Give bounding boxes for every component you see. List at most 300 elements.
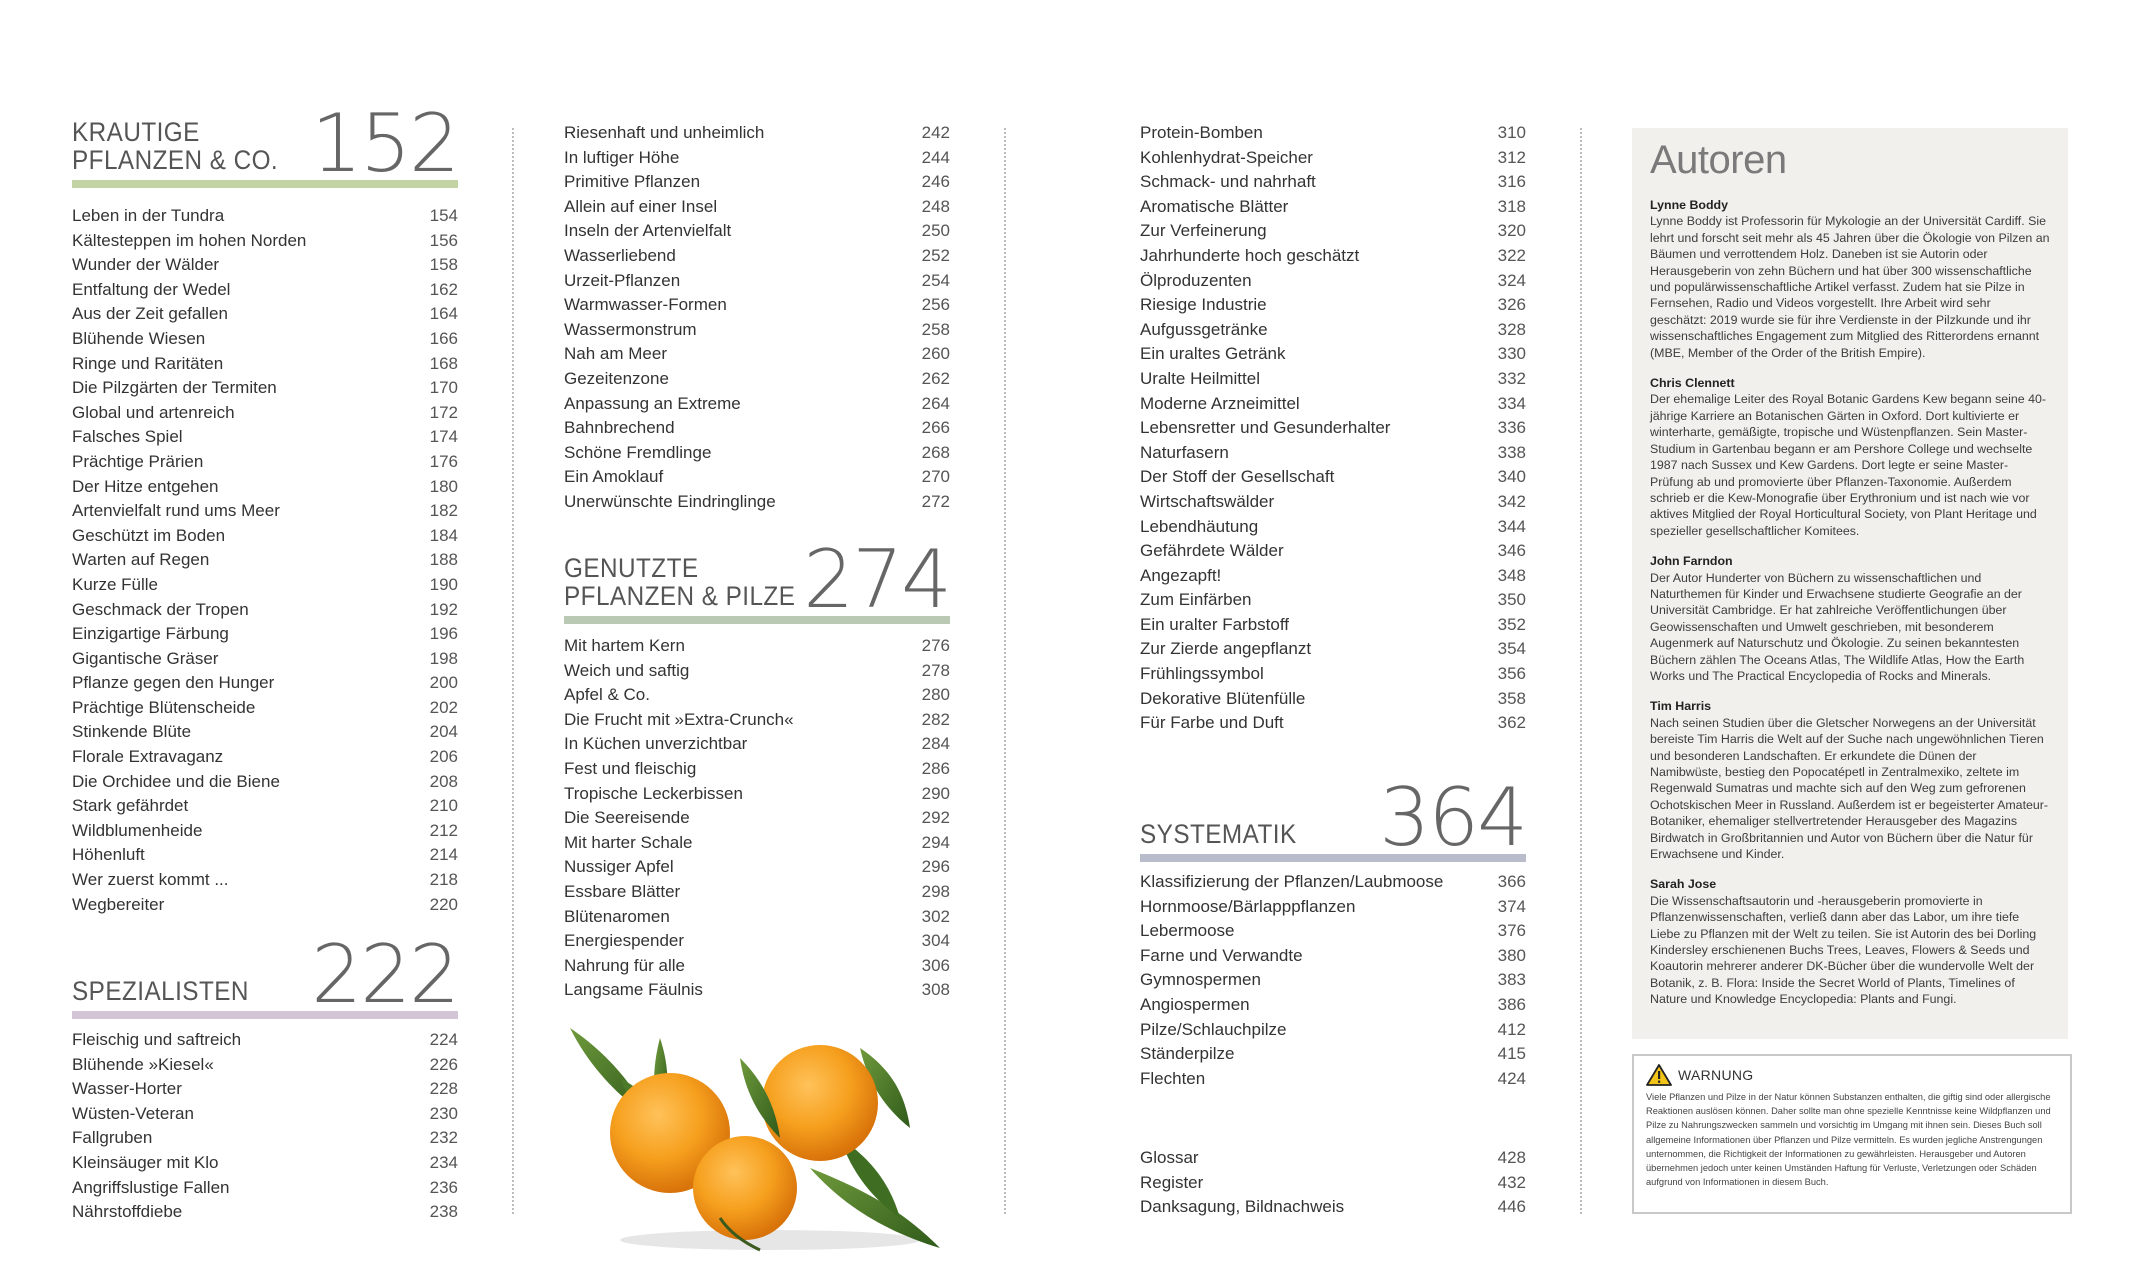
toc-entry-page: 278 xyxy=(921,660,950,680)
toc-entry xyxy=(72,868,458,893)
toc-entry-page: 346 xyxy=(1497,541,1526,561)
author-name: Chris Clennett xyxy=(1650,376,1735,391)
toc-entry-page: 214 xyxy=(429,845,458,865)
toc-entry-title: Wegbereiter xyxy=(72,894,165,914)
author-name: Sarah Jose xyxy=(1650,877,1717,892)
toc-entry xyxy=(1140,392,1526,417)
toc-entry xyxy=(1140,121,1526,146)
toc-entry-title: Aufgussgetränke xyxy=(1140,319,1268,339)
toc-entry xyxy=(72,720,458,745)
toc-entry-page: 330 xyxy=(1497,344,1526,364)
toc-entry-title: Lebensretter und Gesunderhalter xyxy=(1140,418,1391,438)
toc-entry xyxy=(1140,637,1526,662)
toc-entry xyxy=(564,441,950,466)
toc-entry-title: Geschmack der Tropen xyxy=(72,599,249,619)
toc-entry-title: Jahrhunderte hoch geschätzt xyxy=(1140,245,1360,265)
toc-entry-page: 332 xyxy=(1497,368,1526,388)
toc-entry-title: Die Seereisende xyxy=(564,808,690,828)
toc-entry xyxy=(1140,170,1526,195)
toc-entry xyxy=(1140,146,1526,171)
toc-entry-title: Pilze/Schlauchpilze xyxy=(1140,1019,1287,1039)
toc-list-col3 xyxy=(1140,121,1526,736)
toc-entry xyxy=(72,548,458,573)
toc-entry xyxy=(72,302,458,327)
toc-entry xyxy=(564,367,950,392)
author-entry xyxy=(1650,375,2050,539)
toc-entry xyxy=(72,1102,458,1127)
toc-entry-title: Die Frucht mit »Extra-Crunch« xyxy=(564,709,794,729)
toc-entry-title: Wüsten-Veteran xyxy=(72,1103,194,1123)
toc-entry xyxy=(564,954,950,979)
toc-entry-page: 334 xyxy=(1497,393,1526,413)
toc-entry xyxy=(564,929,950,954)
toc-entry-title: Ein uralter Farbstoff xyxy=(1140,614,1289,634)
toc-entry-title: Einzigartige Färbung xyxy=(72,624,229,644)
toc-entry-page: 234 xyxy=(429,1152,458,1172)
toc-entry-page: 154 xyxy=(429,206,458,225)
warning-triangle-icon xyxy=(1646,1064,1672,1086)
authors-title: Autoren xyxy=(1650,138,1787,182)
toc-entry-page: 176 xyxy=(429,451,458,471)
toc-entry xyxy=(1140,687,1526,712)
toc-entry-page: 268 xyxy=(921,442,950,462)
toc-entry-page: 256 xyxy=(921,295,950,315)
toc-entry-page: 218 xyxy=(429,870,458,890)
toc-entry xyxy=(564,880,950,905)
toc-entry-title: Apfel & Co. xyxy=(564,685,650,705)
toc-entry-title: Unerwünschte Eindringlinge xyxy=(564,491,776,511)
toc-entry-page: 348 xyxy=(1497,565,1526,585)
section-header-krautige xyxy=(72,97,458,190)
toc-entry-page: 308 xyxy=(921,980,950,1000)
toc-entry-page: 428 xyxy=(1497,1148,1526,1167)
toc-entry xyxy=(1140,919,1526,944)
toc-entry-page: 340 xyxy=(1497,467,1526,487)
toc-entry-title: Wasserliebend xyxy=(564,245,676,265)
toc-entry-title: Gigantische Gräser xyxy=(72,648,219,668)
toc-entry-title: Frühlingssymbol xyxy=(1140,664,1264,684)
toc-list-genutzte xyxy=(564,634,950,1003)
toc-entry-title: Register xyxy=(1140,1172,1204,1192)
toc-entry-title: Blühende »Kiesel« xyxy=(72,1054,214,1074)
toc-entry-title: Lebendhäutung xyxy=(1140,516,1259,536)
toc-entry xyxy=(72,229,458,254)
toc-entry-title: Wunder der Wälder xyxy=(72,255,220,275)
toc-entry-title: Angiospermen xyxy=(1140,994,1250,1014)
toc-entry-page: 280 xyxy=(921,685,950,705)
toc-entry xyxy=(1140,1195,1526,1220)
section-title: SYSTEMATIK xyxy=(1140,819,1297,849)
toc-entry xyxy=(1140,195,1526,220)
toc-entry-title: Zum Einfärben xyxy=(1140,590,1252,610)
toc-entry-page: 202 xyxy=(429,697,458,717)
toc-entry-page: 320 xyxy=(1497,221,1526,241)
toc-entry xyxy=(72,647,458,672)
toc-entry xyxy=(72,253,458,278)
toc-entry-page: 250 xyxy=(921,221,950,241)
toc-entry-title: Der Hitze entgehen xyxy=(72,476,219,496)
toc-entry-title: Ein uraltes Getränk xyxy=(1140,344,1286,364)
toc-entry-title: Entfaltung der Wedel xyxy=(72,279,231,299)
toc-entry-page: 174 xyxy=(429,427,458,447)
toc-entry-page: 356 xyxy=(1497,664,1526,684)
toc-entry-title: Urzeit-Pflanzen xyxy=(564,270,681,290)
toc-entry xyxy=(1140,711,1526,736)
toc-entry-page: 374 xyxy=(1497,896,1526,916)
toc-entry-title: In Küchen unverzichtbar xyxy=(564,734,748,754)
toc-entry-page: 238 xyxy=(429,1202,458,1222)
toc-list-spezialisten xyxy=(72,1028,458,1225)
toc-entry-title: Gymnospermen xyxy=(1140,970,1261,990)
toc-entry-page: 290 xyxy=(921,783,950,803)
author-bio: Lynne Boddy ist Professorin für Mykologie an der Universität Cardiff. Sie lehrt und forscht seit mehr als 45 Jahren über die Ökologie von Pilzen an Bäumen und verrottendem Holz. Daneben ist sie Autorin oder Herausgeberin von zehn Büchern und hat über 300 wissenschaftliche und populärwissenschaftliche Artikel verfasst. Zudem hat sie Pilze in Fernsehen, Radio und Videos vorgestellt. Ihre Arbeit wird sehr geschätzt: 2019 wurde sie für ihre Verdienste in der Pilzkunde und ihr wissenschaftliches Engagement zum Mitglied des Ritterordens ernannt (MBE, Member of the Order of the British Empire). xyxy=(1650,214,2050,360)
toc-entry-title: Wirtschaftswälder xyxy=(1140,491,1275,511)
author-bio: Der ehemalige Leiter des Royal Botanic Gardens Kew begann seine 40-jährige Karriere an Botanischen Gärten in Oxford. Dort kultivierte er winterharte, gemäßigte, tropische und Wüstenpflanzen. Sein Master-Studium in Gartenbau begann er am Pershore College und wechselte 1987 nach Sussex und Kew Gardens. Dort legte er seine Master-Prüfung ab und promovierte über Pflanzen-Taxonomie. Außerdem schrieb er die Kew-Monografie über Erythronium und ist nach wie vor aktives Mitglied der Royal Horticultural Society, von Plant Heritage und spezieller gesellschaftlicher Komitees. xyxy=(1650,392,2047,538)
toc-entry-title: Glossar xyxy=(1140,1148,1199,1167)
author-entry xyxy=(1650,876,2050,1007)
toc-entry xyxy=(72,352,458,377)
toc-entry xyxy=(564,293,950,318)
toc-entry xyxy=(72,573,458,598)
toc-entry-page: 383 xyxy=(1497,970,1526,990)
section-page-number: 364 xyxy=(1379,771,1526,864)
toc-entry-page: 266 xyxy=(921,418,950,438)
toc-entry-page: 272 xyxy=(921,491,950,511)
section-page-number: 274 xyxy=(803,533,950,626)
author-name: Lynne Boddy xyxy=(1650,198,1729,212)
toc-entry-page: 166 xyxy=(429,328,458,348)
section-title: GENUTZTE PFLANZEN & PILZE xyxy=(564,553,796,611)
toc-entry-title: Höhenluft xyxy=(72,845,145,865)
toc-entry xyxy=(72,598,458,623)
toc-entry xyxy=(72,893,458,918)
toc-entry xyxy=(72,376,458,401)
toc-entry-page: 270 xyxy=(921,467,950,487)
toc-entry-title: Essbare Blätter xyxy=(564,881,681,901)
toc-entry xyxy=(72,671,458,696)
toc-entry xyxy=(72,1151,458,1176)
toc-entry-page: 228 xyxy=(429,1079,458,1099)
toc-entry-page: 386 xyxy=(1497,994,1526,1014)
toc-entry-page: 190 xyxy=(429,574,458,594)
toc-entry-title: Angezapft! xyxy=(1140,565,1222,585)
toc-entry-title: Aromatische Blätter xyxy=(1140,196,1289,216)
toc-entry-title: Ständerpilze xyxy=(1140,1044,1235,1064)
section-header-systematik xyxy=(1140,771,1526,864)
toc-entry xyxy=(72,475,458,500)
toc-list-col2 xyxy=(564,121,950,515)
toc-list-back-matter xyxy=(1140,1146,1526,1220)
toc-entry-page: 326 xyxy=(1497,295,1526,315)
toc-entry xyxy=(1140,441,1526,466)
toc-entry xyxy=(1140,1146,1526,1171)
toc-entry xyxy=(72,1028,458,1053)
toc-entry-page: 192 xyxy=(429,599,458,619)
toc-entry-title: Naturfasern xyxy=(1140,442,1229,462)
toc-entry xyxy=(72,819,458,844)
toc-entry xyxy=(564,855,950,880)
toc-entry xyxy=(1140,342,1526,367)
toc-entry-page: 446 xyxy=(1497,1197,1526,1217)
toc-entry xyxy=(1140,1042,1526,1067)
toc-entry-page: 224 xyxy=(429,1030,458,1049)
author-entry xyxy=(1650,197,2050,361)
toc-entry-page: 415 xyxy=(1497,1044,1526,1064)
toc-entry-page: 212 xyxy=(429,820,458,840)
toc-entry xyxy=(564,732,950,757)
toc-entry xyxy=(564,342,950,367)
toc-entry-title: In luftiger Höhe xyxy=(564,147,680,167)
toc-entry xyxy=(72,770,458,795)
toc-entry-page: 366 xyxy=(1497,872,1526,891)
toc-entry xyxy=(564,244,950,269)
toc-entry xyxy=(564,146,950,171)
toc-entry xyxy=(72,1126,458,1151)
toc-entry xyxy=(564,806,950,831)
toc-entry-page: 242 xyxy=(921,123,950,142)
toc-entry-page: 344 xyxy=(1497,516,1526,536)
toc-entry-title: Lebermoose xyxy=(1140,921,1235,941)
toc-entry-title: Zur Verfeinerung xyxy=(1140,221,1267,241)
toc-entry xyxy=(1140,944,1526,969)
author-entry xyxy=(1650,553,2050,684)
toc-entry-page: 246 xyxy=(921,172,950,192)
toc-entry-page: 164 xyxy=(429,304,458,324)
section-title: KRAUTIGE PFLANZEN & CO. xyxy=(72,117,279,175)
toc-entry-page: 282 xyxy=(921,709,950,729)
toc-entry xyxy=(564,318,950,343)
toc-entry xyxy=(1140,870,1526,895)
toc-entry-page: 258 xyxy=(921,319,950,339)
toc-entry xyxy=(564,219,950,244)
toc-entry-title: Flechten xyxy=(1140,1068,1206,1088)
toc-entry xyxy=(564,634,950,659)
toc-entry-title: Die Pilzgärten der Termiten xyxy=(72,378,277,398)
toc-entry-page: 162 xyxy=(429,279,458,299)
toc-entry-title: Kohlenhydrat-Speicher xyxy=(1140,147,1313,167)
toc-entry xyxy=(72,1077,458,1102)
toc-entry-title: Klassifizierung der Pflanzen/Laubmoose xyxy=(1140,872,1444,891)
toc-entry-page: 244 xyxy=(921,147,950,167)
toc-entry-title: Zur Zierde angepflanzt xyxy=(1140,639,1312,659)
toc-entry xyxy=(1140,367,1526,392)
toc-entry-title: Anpassung an Extreme xyxy=(564,393,741,413)
toc-entry-title: Moderne Arzneimittel xyxy=(1140,393,1300,413)
toc-entry xyxy=(564,831,950,856)
toc-entry-page: 188 xyxy=(429,550,458,570)
author-bio: Die Wissenschaftsautorin und -herausgeberin promovierte in Pflanzenwissenschaften, verließ dann aber das Labor, um ihre tiefe Liebe zu Pflanzen mit der Welt zu teilen. Sie ist Autorin des bei Dorling Kindersley erschienenen Buchs Trees, Leaves, Flowers & Seeds und Koautorin mehrerer anderer DK-Bücher über die wundervolle Welt der Botanik, z. B. Flora: Inside the Secret World of Plants, Timelines of Nature und Knowledge Encyclopedia: Plants and Fungi. xyxy=(1650,893,2037,1007)
toc-entry xyxy=(72,524,458,549)
toc-entry-page: 352 xyxy=(1497,614,1526,634)
toc-entry xyxy=(1140,219,1526,244)
toc-entry xyxy=(72,843,458,868)
toc-entry-title: Riesige Industrie xyxy=(1140,295,1267,315)
toc-entry-page: 254 xyxy=(921,270,950,290)
toc-entry-title: Der Stoff der Gesellschaft xyxy=(1140,467,1335,487)
toc-entry-page: 170 xyxy=(429,378,458,398)
toc-entry-page: 210 xyxy=(429,796,458,816)
toc-entry-title: Geschützt im Boden xyxy=(72,525,226,545)
toc-entry-title: Primitive Pflanzen xyxy=(564,172,701,192)
toc-entry-page: 318 xyxy=(1497,196,1526,216)
toc-entry-title: Riesenhaft und unheimlich xyxy=(564,123,765,142)
toc-entry xyxy=(564,782,950,807)
toc-entry-page: 180 xyxy=(429,476,458,496)
toc-entry xyxy=(1140,1171,1526,1196)
toc-entry-page: 292 xyxy=(921,808,950,828)
toc-entry xyxy=(72,278,458,303)
toc-entry-title: Artenvielfalt rund ums Meer xyxy=(72,501,280,521)
toc-entry-page: 342 xyxy=(1497,491,1526,511)
toc-entry-page: 204 xyxy=(429,722,458,742)
toc-entry xyxy=(72,401,458,426)
toc-entry-title: Inseln der Artenvielfalt xyxy=(564,221,732,241)
warning-header xyxy=(1646,1064,2058,1086)
toc-entry xyxy=(72,745,458,770)
toc-entry xyxy=(564,465,950,490)
toc-entry-page: 206 xyxy=(429,747,458,767)
toc-entry-page: 196 xyxy=(429,624,458,644)
toc-entry-page: 336 xyxy=(1497,418,1526,438)
toc-entry-title: Energiespender xyxy=(564,931,685,951)
toc-entry-title: Schmack- und nahrhaft xyxy=(1140,172,1316,192)
toc-entry xyxy=(1140,968,1526,993)
toc-entry xyxy=(72,1053,458,1078)
toc-entry xyxy=(1140,490,1526,515)
toc-list-systematik xyxy=(1140,870,1526,1091)
toc-entry xyxy=(564,170,950,195)
toc-entry xyxy=(72,499,458,524)
toc-entry-page: 358 xyxy=(1497,688,1526,708)
toc-entry-page: 286 xyxy=(921,758,950,778)
column-divider xyxy=(512,128,514,1214)
mandarins-image xyxy=(560,1018,960,1258)
toc-entry xyxy=(72,622,458,647)
author-name: John Farndon xyxy=(1650,554,1733,569)
toc-entry-page: 260 xyxy=(921,344,950,364)
toc-entry-title: Langsame Fäulnis xyxy=(564,980,703,1000)
toc-entry-page: 200 xyxy=(429,673,458,693)
toc-entry-title: Kleinsäuger mit Klo xyxy=(72,1152,219,1172)
toc-entry-page: 232 xyxy=(429,1128,458,1148)
toc-entry-page: 296 xyxy=(921,857,950,877)
toc-entry-title: Kältesteppen im hohen Norden xyxy=(72,230,307,250)
toc-entry-page: 182 xyxy=(429,501,458,521)
toc-entry-title: Fallgruben xyxy=(72,1128,153,1148)
toc-entry-title: Blütenaromen xyxy=(564,906,670,926)
toc-entry xyxy=(1140,1067,1526,1092)
toc-entry xyxy=(564,659,950,684)
toc-entry xyxy=(1140,416,1526,441)
toc-entry-title: Schöne Fremdlinge xyxy=(564,442,712,462)
warning-title: WARNUNG xyxy=(1678,1067,1754,1083)
toc-entry xyxy=(1140,515,1526,540)
toc-entry-page: 230 xyxy=(429,1103,458,1123)
toc-entry-page: 236 xyxy=(429,1177,458,1197)
toc-entry xyxy=(564,269,950,294)
toc-entry-title: Florale Extravaganz xyxy=(72,747,224,767)
toc-entry-title: Mit hartem Kern xyxy=(564,636,685,655)
toc-entry-page: 172 xyxy=(429,402,458,422)
toc-entry-title: Tropische Leckerbissen xyxy=(564,783,743,803)
author-bio: Nach seinen Studien über die Gletscher Norwegens an der Universität bereiste Tim Harris die Welt auf der Suche nach ungewöhnlichen Tieren und besonderen Landschaften. Er erkundete die Dünen der Namibwüste, bestieg den Popocatépetl in Zentralmexiko, zeltete im Regenwald Sumatras und machte sich auf den Weg zum gefrorenen Ochotskischen Meer in Russland. Außerdem ist er begeisterter Amateur-Botaniker, ehemaliger stellvertretender Herausgeber des Magazins Birdwatch in Großbritannien und Autor von Büchern über die Natur für Erwachsene und Kinder. xyxy=(1650,715,2049,862)
toc-entry-page: 184 xyxy=(429,525,458,545)
toc-entry-page: 354 xyxy=(1497,639,1526,659)
toc-entry xyxy=(1140,318,1526,343)
toc-entry-title: Nährstoffdiebe xyxy=(72,1202,183,1222)
toc-entry-title: Stark gefährdet xyxy=(72,796,189,816)
toc-entry xyxy=(564,757,950,782)
toc-entry-title: Nah am Meer xyxy=(564,344,667,364)
toc-entry xyxy=(1140,588,1526,613)
toc-entry-title: Danksagung, Bildnachweis xyxy=(1140,1197,1345,1217)
authors-box xyxy=(1632,128,2068,1039)
toc-entry-title: Uralte Heilmittel xyxy=(1140,368,1260,388)
toc-entry-title: Wassermonstrum xyxy=(564,319,697,339)
column-divider xyxy=(1004,128,1006,1214)
toc-entry-page: 328 xyxy=(1497,319,1526,339)
toc-entry xyxy=(72,1176,458,1201)
toc-entry-title: Aus der Zeit gefallen xyxy=(72,304,228,324)
toc-entry-page: 248 xyxy=(921,196,950,216)
section-title: SPEZIALISTEN xyxy=(72,976,249,1006)
toc-entry-page: 312 xyxy=(1497,147,1526,167)
toc-entry-title: Nussiger Apfel xyxy=(564,857,674,877)
toc-entry-title: Gezeitenzone xyxy=(564,368,669,388)
toc-entry xyxy=(72,204,458,229)
toc-entry-title: Hornmoose/Bärlapppflanzen xyxy=(1140,896,1356,916)
toc-entry-title: Farne und Verwandte xyxy=(1140,945,1303,965)
toc-entry-title: Pflanze gegen den Hunger xyxy=(72,673,275,693)
toc-entry xyxy=(72,696,458,721)
toc-entry-page: 294 xyxy=(921,832,950,852)
toc-entry-title: Wasser-Horter xyxy=(72,1079,182,1099)
toc-entry xyxy=(1140,662,1526,687)
toc-entry-page: 298 xyxy=(921,881,950,901)
toc-entry xyxy=(1140,293,1526,318)
toc-entry-title: Für Farbe und Duft xyxy=(1140,713,1284,733)
toc-entry xyxy=(564,416,950,441)
toc-entry-page: 276 xyxy=(921,636,950,655)
toc-entry-title: Prächtige Prärien xyxy=(72,451,204,471)
column-divider xyxy=(1580,128,1582,1214)
warning-box xyxy=(1632,1054,2072,1214)
toc-entry-title: Wer zuerst kommt ... xyxy=(72,870,229,890)
toc-entry-page: 338 xyxy=(1497,442,1526,462)
toc-entry xyxy=(72,327,458,352)
toc-entry xyxy=(1140,244,1526,269)
section-header-spezialisten xyxy=(72,928,458,1021)
toc-entry-title: Allein auf einer Insel xyxy=(564,196,718,216)
toc-entry xyxy=(564,708,950,733)
toc-entry-page: 424 xyxy=(1497,1068,1526,1088)
toc-list-krautige xyxy=(72,204,458,917)
toc-entry-page: 432 xyxy=(1497,1172,1526,1192)
toc-entry-title: Wildblumenheide xyxy=(72,820,203,840)
toc-entry-title: Die Orchidee und die Biene xyxy=(72,771,280,791)
toc-entry xyxy=(72,450,458,475)
toc-entry xyxy=(1140,993,1526,1018)
toc-entry-title: Angriffslustige Fallen xyxy=(72,1177,230,1197)
toc-entry-page: 158 xyxy=(429,255,458,275)
toc-entry-title: Nahrung für alle xyxy=(564,955,685,975)
toc-entry-title: Fleischig und saftreich xyxy=(72,1030,242,1049)
toc-entry xyxy=(1140,269,1526,294)
toc-entry-title: Leben in der Tundra xyxy=(72,206,225,225)
toc-entry-page: 322 xyxy=(1497,245,1526,265)
toc-entry-page: 264 xyxy=(921,393,950,413)
toc-entry-title: Prächtige Blütenscheide xyxy=(72,697,256,717)
